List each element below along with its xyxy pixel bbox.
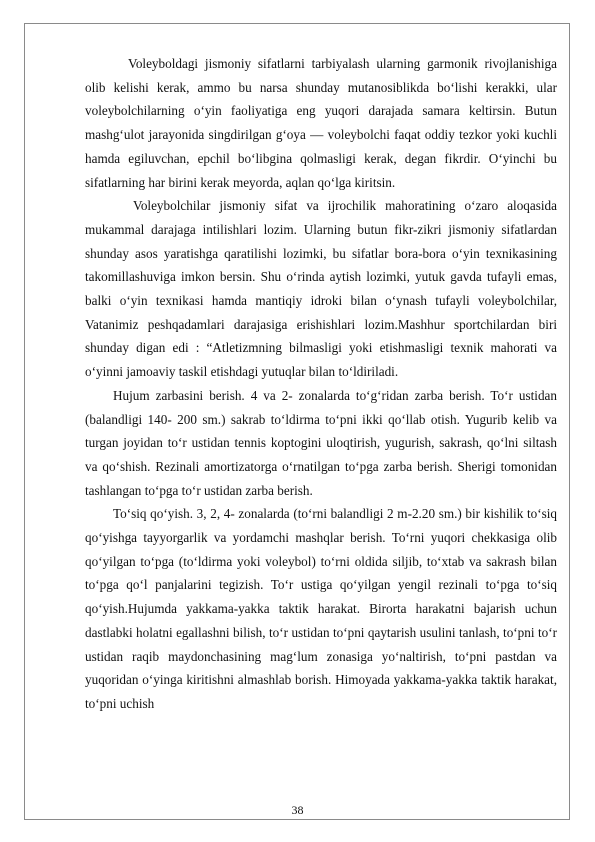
paragraph-4: To‘siq qo‘yish. 3, 2, 4- zonalarda (to‘rni balandligi 2 m-2.20 sm.) bir kishilik to‘siq qo‘yishga tayyorgarlik va yordamchi mashqlar berish. To‘rni yuqori chekkasiga olib qo‘yilgan to‘pga (to‘ldirma yoki voleybol) to‘rni oldida siljib, to‘xtab va sakrash bilan to‘pga qo‘l panjalarini tegizish. To‘r ustiga qo‘yilgan yengil rezinali to‘pga to‘siq qo‘yish.Hujumda yakkama-yakka taktik harakat. Birorta harakatni bajarish uchun dastlabki holatni egallashni bilish, to‘r ustidan to‘pni qaytarish usulini tanlash, to‘pni to‘r ustidan raqib maydonchasining mag‘lum zonasiga yo‘naltirish, to‘pni pastdan va yuqoridan o‘yinga kiritishni almashlab borish. Himoyada yakkama-yakka taktik harakat, to‘pni uchish [85, 506, 557, 711]
paragraph-3: Hujum zarbasini berish. 4 va 2- zonalarda to‘g‘ridan zarba berish. To‘r ustidan (balandligi 140- 200 sm.) sakrab to‘ldirma to‘pni ikki qo‘llab otish. Yugurib kelib va turgan joyidan to‘r ustidan tennis koptogini uloqtirish, yugurish, sakrash, qo‘lni siltash va qo‘shish. Rezinali amortizatorga o‘rnatilgan to‘pga zarba berish. Sherigi tomonidan tashlangan to‘pga to‘r ustidan zarba berish. [85, 387, 557, 498]
paragraph-2: Voleybolchilar jismoniy sifat va ijrochilik mahoratining o‘zaro aloqasida mukammal darajaga intilishlari lozim. Ularning butun fikr-zikri jismoniy sifatlardan shunday asos yaratishga qaratilishi lozimki, bu sifatlar bora-bora o‘yin texnikasining takomillashuviga imkon bersin. Shu o‘rinda aytish lozimki, yutuk gavda tufayli emas, balki o‘yin texnikasi hamda mantiqiy idroki bilan o‘ynash tufayli voleybolchilar, Vatanimiz peshqadamlari darajasiga erishishlari lozim.Mashhur sportchilardan biri shunday digan edi : “Atletizmning bilmasligi yoki etishmasligi texnik mahorati va o‘yinni jamoaviy taskil etishdagi yutuqlar bilan to‘ldiriladi. [85, 198, 557, 380]
document-body [85, 52, 557, 716]
paragraph-1: Voleyboldagi jismoniy sifatlarni tarbiyalash ularning garmonik rivojlanishiga olib kelishi kerak, ammo bu narsa shunday mutanosiblikda bo‘lishi kerakki, ular voleybolchilarning o‘yin faoliyatiga eng yuqori darajada samara keltirsin. Butun mashg‘ulot jarayonida singdirilgan g‘oya — voleybolchi faqat oddiy tezkor yoki kuchli hamda egiluvchan, epchil bo‘libgina qolmasligi kerak, degan fikrdir. O‘yinchi bu sifatlarning har birini kerak meyorda, aqlan qo‘lga kiritsin. [85, 56, 557, 190]
page-number: 38 [291, 803, 304, 817]
